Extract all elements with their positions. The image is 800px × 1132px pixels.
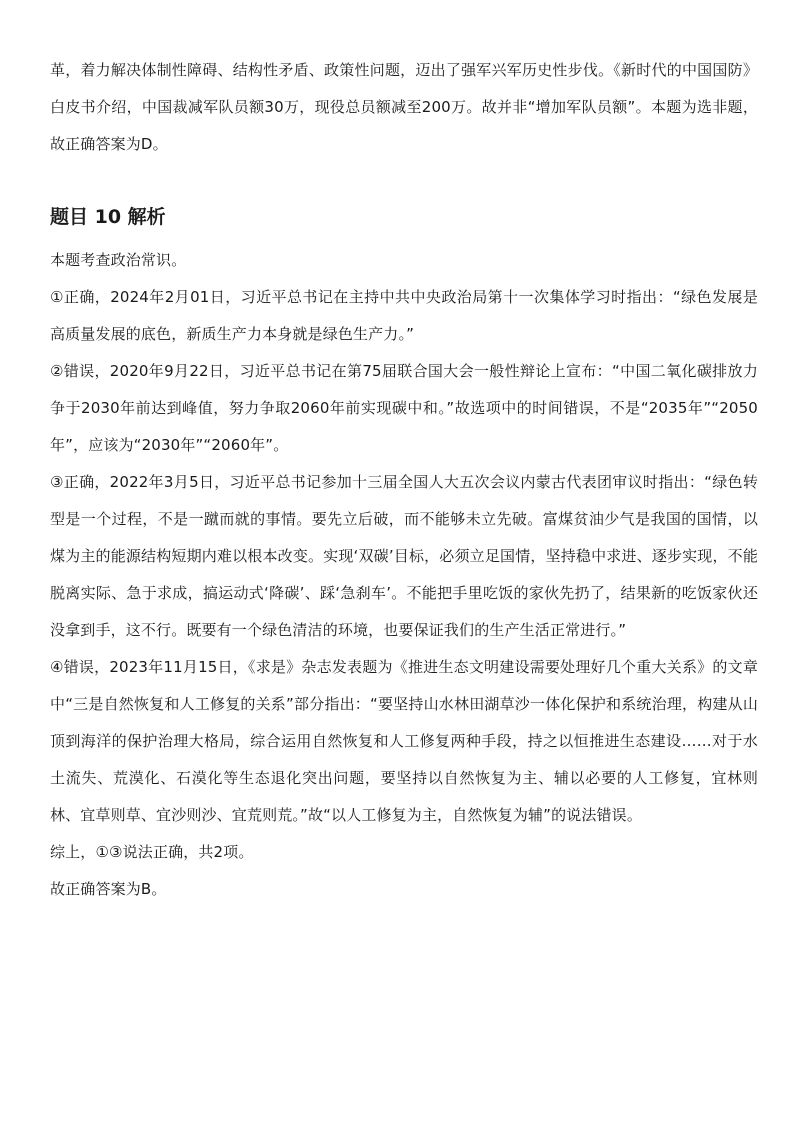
analysis-item-4: ④错误，2023年11月15日，《求是》杂志发表题为《推进生态文明建设需要处理好几个重大关系》的文章中“三是自然恢复和人工修复的关系”部分指出：“要坚持山水林田湖草沙一体化保护和系统治理，构建从山顶到海洋的保护治理大格局，综合运用自然恢复和人工修复两种手段，持之以恒推进生态建设……对于水土流失、荒漠化、石漠化等生态退化突出问题，要坚持以自然恢复为主、辅以必要的人工修复，宜林则林、宜草则草、宜沙则沙、宜荒则荒。”故“以人工修复为主，自然恢复为辅”的说法错误。 xyxy=(50,658,758,824)
analysis-item-2: ②错误，2020年9月22日，习近平总书记在第75届联合国大会一般性辩论上宣布：“中国二氧化碳排放力争于2030年前达到峰值，努力争取2060年前实现碳中和。”故选项中的时间错误，不是“2035年”“2050年”，应该为“2030年”“2060年”。 xyxy=(50,362,758,454)
analysis-item-1: ①正确，2024年2月01日，习近平总书记在主持中共中央政治局第十一次集体学习时指出：“绿色发展是高质量发展的底色，新质生产力本身就是绿色生产力。” xyxy=(50,288,758,343)
analysis-item-3: ③正确，2022年3月5日，习近平总书记参加十三届全国人大五次会议内蒙古代表团审议时指出：“绿色转型是一个过程，不是一蹴而就的事情。要先立后破，而不能够未立先破。富煤贫油少气是我国的国情，以煤为主的能源结构短期内难以根本改变。实现‘双碳’目标，必须立足国情，坚持稳中求进、逐步实现，不能脱离实际、急于求成，搞运动式‘降碳’、踩‘急刹车’。不能把手里吃饭的家伙先扔了，结果新的吃饭家伙还没拿到手，这不行。既要有一个绿色清洁的环境，也要保证我们的生产生活正常进行。” xyxy=(50,473,758,639)
answer-line: 故正确答案为B。 xyxy=(50,880,167,898)
intro-paragraph: 革，着力解决体制性障碍、结构性矛盾、政策性问题，迈出了强军兴军历史性步伐。《新时代的中国国防》白皮书介绍，中国裁减军队员额30万，现役总员额减至200万。故并非“增加军队员额”。本题为选非题，故正确答案为D。 xyxy=(50,61,758,153)
analysis-body xyxy=(50,242,758,908)
topic-line: 本题考查政治常识。 xyxy=(50,251,187,269)
summary-line: 综上，①③说法正确，共2项。 xyxy=(50,843,254,861)
section-heading: 题目 10 解析 xyxy=(50,206,166,228)
